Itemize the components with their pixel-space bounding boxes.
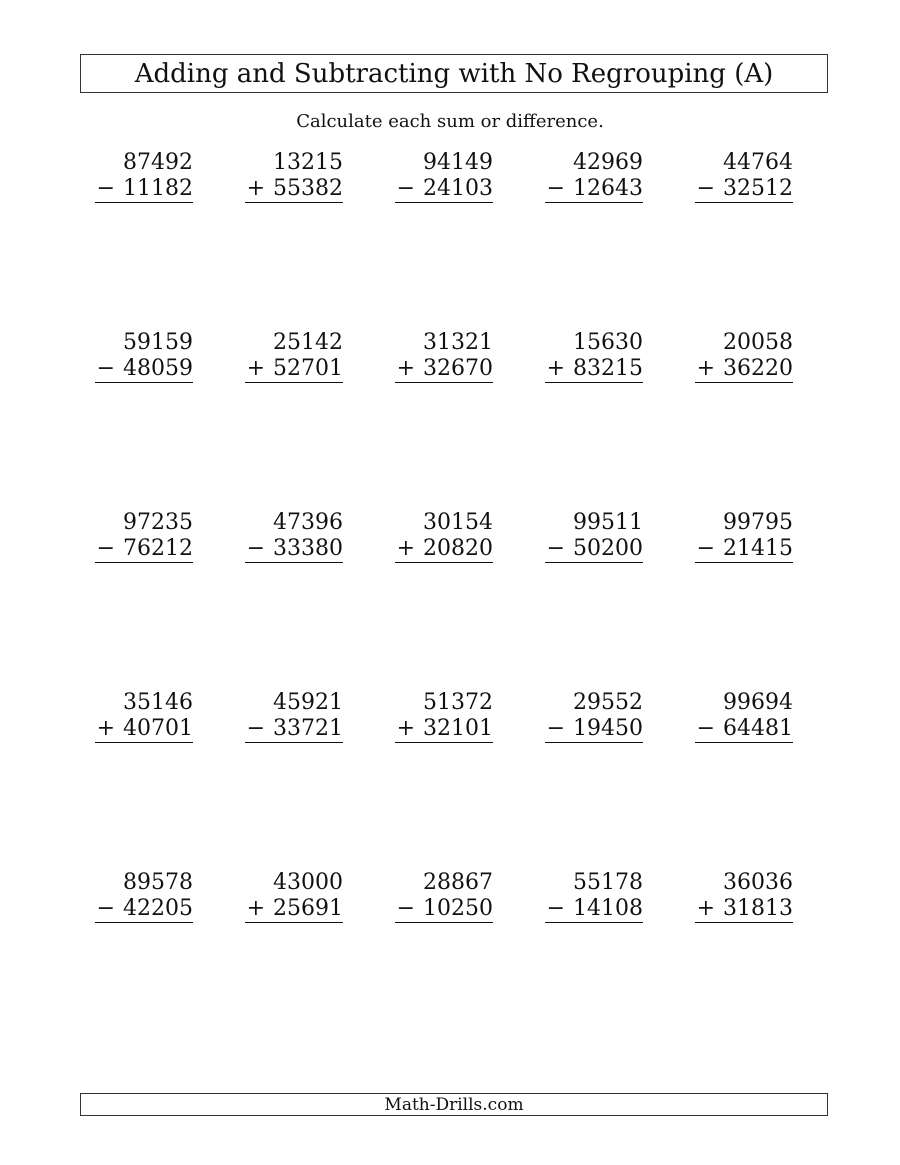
problem-bottom-number: 42205 (123, 896, 193, 921)
problem-bottom-number: 32670 (423, 356, 493, 381)
problem-operator: + (246, 896, 265, 921)
problem-bottom-line (395, 176, 493, 203)
problem-operator: + (696, 896, 715, 921)
problem-bottom-number: 83215 (573, 356, 643, 381)
problem-operator: + (696, 356, 715, 381)
problem-top-number: 31321 (423, 330, 493, 355)
problem-operator: − (96, 896, 115, 921)
problem-top-number: 20058 (723, 330, 793, 355)
problem-operator: − (246, 716, 265, 741)
worksheet-title-text: Adding and Subtracting with No Regrouping (A) (134, 58, 774, 89)
problem-bottom-number: 32101 (423, 716, 493, 741)
problem-top-number: 45921 (273, 690, 343, 715)
problem-bottom-number: 14108 (573, 896, 643, 921)
worksheet-footer (80, 1093, 828, 1116)
problem-4-5 (663, 690, 793, 743)
problem-1-5 (663, 150, 793, 203)
problem-3-1 (63, 510, 193, 563)
problem-5-3 (363, 870, 493, 923)
problem-bottom-line (695, 716, 793, 743)
problem-bottom-number: 36220 (723, 356, 793, 381)
problem-bottom-number: 48059 (123, 356, 193, 381)
problem-bottom-number: 31813 (723, 896, 793, 921)
problem-operator: + (396, 356, 415, 381)
problem-3-3 (363, 510, 493, 563)
problem-bottom-number: 64481 (723, 716, 793, 741)
problem-top-number: 51372 (423, 690, 493, 715)
problem-3-2 (213, 510, 343, 563)
problem-top-number: 30154 (423, 510, 493, 535)
problem-top-number: 97235 (123, 510, 193, 535)
problem-2-3 (363, 330, 493, 383)
problem-5-5 (663, 870, 793, 923)
problem-bottom-line (245, 716, 343, 743)
problem-bottom-line (695, 536, 793, 563)
problem-2-4 (513, 330, 643, 383)
problem-4-1 (63, 690, 193, 743)
problem-operator: − (396, 176, 415, 201)
problem-bottom-number: 40701 (123, 716, 193, 741)
problem-1-1 (63, 150, 193, 203)
problem-top-number: 13215 (273, 150, 343, 175)
problem-top-number: 99795 (723, 510, 793, 535)
problem-bottom-number: 76212 (123, 536, 193, 561)
problem-bottom-number: 33721 (273, 716, 343, 741)
problem-bottom-line (395, 896, 493, 923)
problem-top-number: 43000 (273, 870, 343, 895)
problem-4-2 (213, 690, 343, 743)
problem-top-number: 44764 (723, 150, 793, 175)
problem-bottom-line (395, 356, 493, 383)
problem-bottom-number: 52701 (273, 356, 343, 381)
problem-bottom-line (695, 896, 793, 923)
problem-operator: − (396, 896, 415, 921)
problem-bottom-line (245, 176, 343, 203)
problem-5-4 (513, 870, 643, 923)
problem-operator: + (396, 716, 415, 741)
problem-bottom-number: 55382 (273, 176, 343, 201)
problem-top-number: 15630 (573, 330, 643, 355)
problem-top-number: 99694 (723, 690, 793, 715)
problem-bottom-line (95, 896, 193, 923)
problem-operator: + (396, 536, 415, 561)
problem-grid (0, 150, 900, 1010)
problem-3-5 (663, 510, 793, 563)
problem-operator: − (546, 176, 565, 201)
problem-top-number: 42969 (573, 150, 643, 175)
problem-bottom-number: 12643 (573, 176, 643, 201)
problem-2-1 (63, 330, 193, 383)
problem-bottom-line (695, 176, 793, 203)
problem-bottom-line (545, 716, 643, 743)
problem-1-2 (213, 150, 343, 203)
problem-operator: + (246, 176, 265, 201)
problem-bottom-number: 50200 (573, 536, 643, 561)
problem-bottom-line (95, 176, 193, 203)
problem-bottom-line (395, 716, 493, 743)
problem-4-4 (513, 690, 643, 743)
problem-3-4 (513, 510, 643, 563)
problem-2-2 (213, 330, 343, 383)
problem-5-1 (63, 870, 193, 923)
problem-operator: − (546, 716, 565, 741)
problem-top-number: 47396 (273, 510, 343, 535)
problem-operator: − (96, 356, 115, 381)
problem-bottom-line (545, 176, 643, 203)
problem-top-number: 28867 (423, 870, 493, 895)
problem-operator: − (246, 536, 265, 561)
problem-top-number: 89578 (123, 870, 193, 895)
problem-bottom-line (245, 356, 343, 383)
problem-operator: + (96, 716, 115, 741)
problem-top-number: 35146 (123, 690, 193, 715)
problem-bottom-number: 33380 (273, 536, 343, 561)
problem-bottom-line (695, 356, 793, 383)
problem-bottom-line (245, 896, 343, 923)
problem-operator: − (546, 896, 565, 921)
problem-bottom-line (545, 896, 643, 923)
problem-top-number: 55178 (573, 870, 643, 895)
problem-bottom-line (545, 536, 643, 563)
problem-bottom-line (245, 536, 343, 563)
problem-top-number: 87492 (123, 150, 193, 175)
problem-bottom-line (545, 356, 643, 383)
problem-bottom-line (95, 716, 193, 743)
problem-bottom-number: 20820 (423, 536, 493, 561)
problem-1-3 (363, 150, 493, 203)
problem-bottom-number: 21415 (723, 536, 793, 561)
problem-top-number: 94149 (423, 150, 493, 175)
problem-operator: − (696, 536, 715, 561)
problem-5-2 (213, 870, 343, 923)
problem-operator: + (246, 356, 265, 381)
problem-operator: − (96, 176, 115, 201)
problem-1-4 (513, 150, 643, 203)
worksheet-title (80, 54, 828, 93)
problem-top-number: 36036 (723, 870, 793, 895)
problem-operator: − (546, 536, 565, 561)
problem-top-number: 25142 (273, 330, 343, 355)
problem-bottom-line (395, 536, 493, 563)
problem-bottom-line (95, 356, 193, 383)
problem-bottom-number: 11182 (123, 176, 193, 201)
problem-bottom-line (95, 536, 193, 563)
problem-bottom-number: 10250 (423, 896, 493, 921)
footer-site-name: Math-Drills.com (384, 1094, 524, 1115)
problem-top-number: 99511 (573, 510, 643, 535)
problem-bottom-number: 32512 (723, 176, 793, 201)
problem-top-number: 29552 (573, 690, 643, 715)
problem-bottom-number: 25691 (273, 896, 343, 921)
problem-4-3 (363, 690, 493, 743)
problem-top-number: 59159 (123, 330, 193, 355)
problem-operator: − (696, 716, 715, 741)
problem-bottom-number: 19450 (573, 716, 643, 741)
worksheet-instructions: Calculate each sum or difference. (296, 111, 604, 132)
problem-operator: − (96, 536, 115, 561)
problem-2-5 (663, 330, 793, 383)
problem-operator: − (696, 176, 715, 201)
problem-bottom-number: 24103 (423, 176, 493, 201)
problem-operator: + (546, 356, 565, 381)
